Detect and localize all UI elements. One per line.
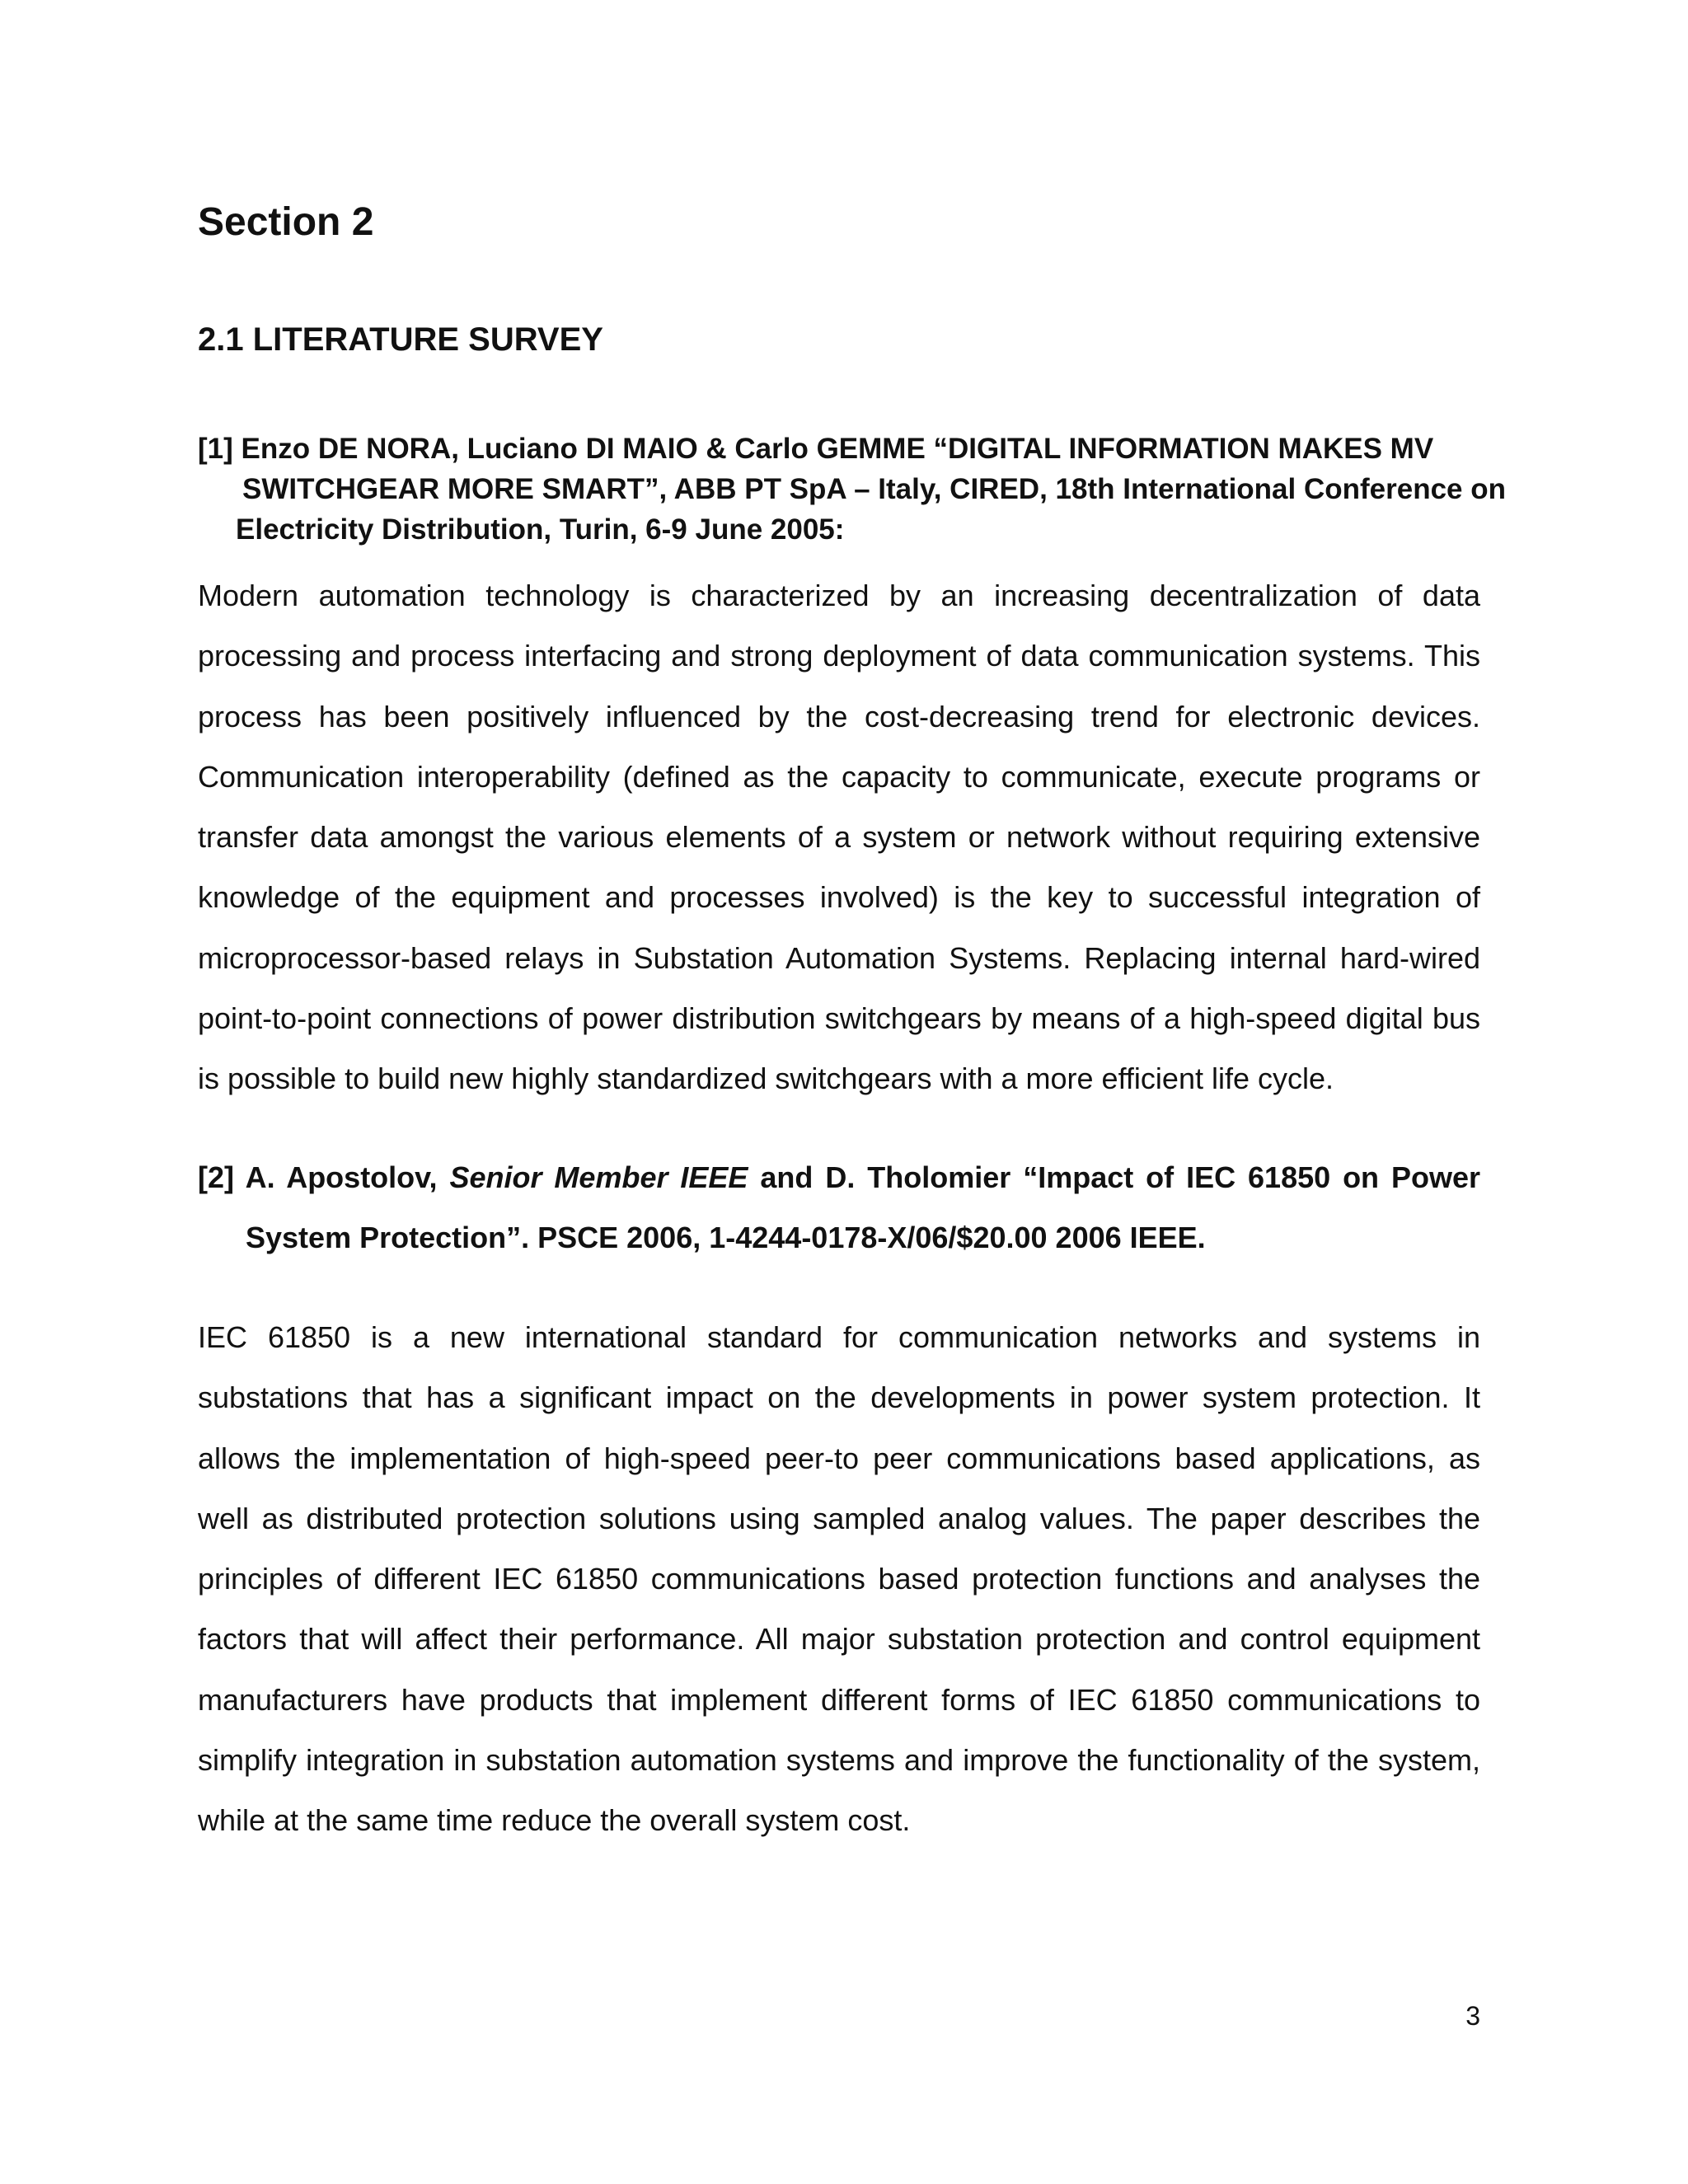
reference-1-line-2: SWITCHGEAR MORE SMART”, ABB PT SpA – Italy, CIRED, 18th International Conference on xyxy=(242,473,1506,505)
reference-2-suffix: and D. Tholomier “Impact of IEC 61850 on Power xyxy=(748,1160,1481,1194)
reference-2-line-1 xyxy=(198,1147,1480,1207)
reference-2 xyxy=(198,1147,1480,1268)
page-number: 3 xyxy=(1465,2001,1480,2031)
reference-1-line-3: Electricity Distribution, Turin, 6-9 June 2005: xyxy=(236,513,845,546)
reference-2-line-2: System Protection”. PSCE 2006, 1-4244-0178-X/06/$20.00 2006 IEEE. xyxy=(246,1221,1206,1254)
subsection-title: 2.1 LITERATURE SURVEY xyxy=(198,321,603,358)
body-paragraph-2: IEC 61850 is a new international standard for communication networks and systems in substations that has a significant impact on the developments in power system protection. It allows the implementation of high-speed peer-to peer communications based applications, as well as distributed protection solutions using sampled analog values. The paper describes the principles of different IEC 61850 communications based protection functions and analyses the factors that will affect their performance. All major substation protection and control equipment manufacturers have products that implement different forms of IEC 61850 communications to simplify integration in substation automation systems and improve the functionality of the system, while at the same time reduce the overall system cost. xyxy=(198,1320,1480,1838)
reference-1-line-1: [1] Enzo DE NORA, Luciano DI MAIO & Carlo GEMME “DIGITAL INFORMATION MAKES MV xyxy=(198,433,1434,465)
section-title: Section 2 xyxy=(198,200,374,244)
body-paragraph-1: Modern automation technology is characterized by an increasing decentralization of data processing and process interfacing and strong deployment of data communication systems. This process has been positively influenced by the cost-decreasing trend for electronic devices. Communication interoperability (defined as the capacity to communicate, execute programs or transfer data amongst the various elements of a system or network without requiring extensive knowledge of the equipment and processes involved) is the key to successful integration of microprocessor-based relays in Substation Automation Systems. Replacing internal hard-wired point-to-point connections of power distribution switchgears by means of a high-speed digital bus is possible to build new highly standardized switchgears with a more efficient life cycle. xyxy=(198,579,1480,1096)
reference-2-italic: Senior Member IEEE xyxy=(449,1160,748,1194)
reference-1 xyxy=(198,429,1506,550)
reference-2-prefix: [2] A. Apostolov, xyxy=(198,1160,450,1194)
